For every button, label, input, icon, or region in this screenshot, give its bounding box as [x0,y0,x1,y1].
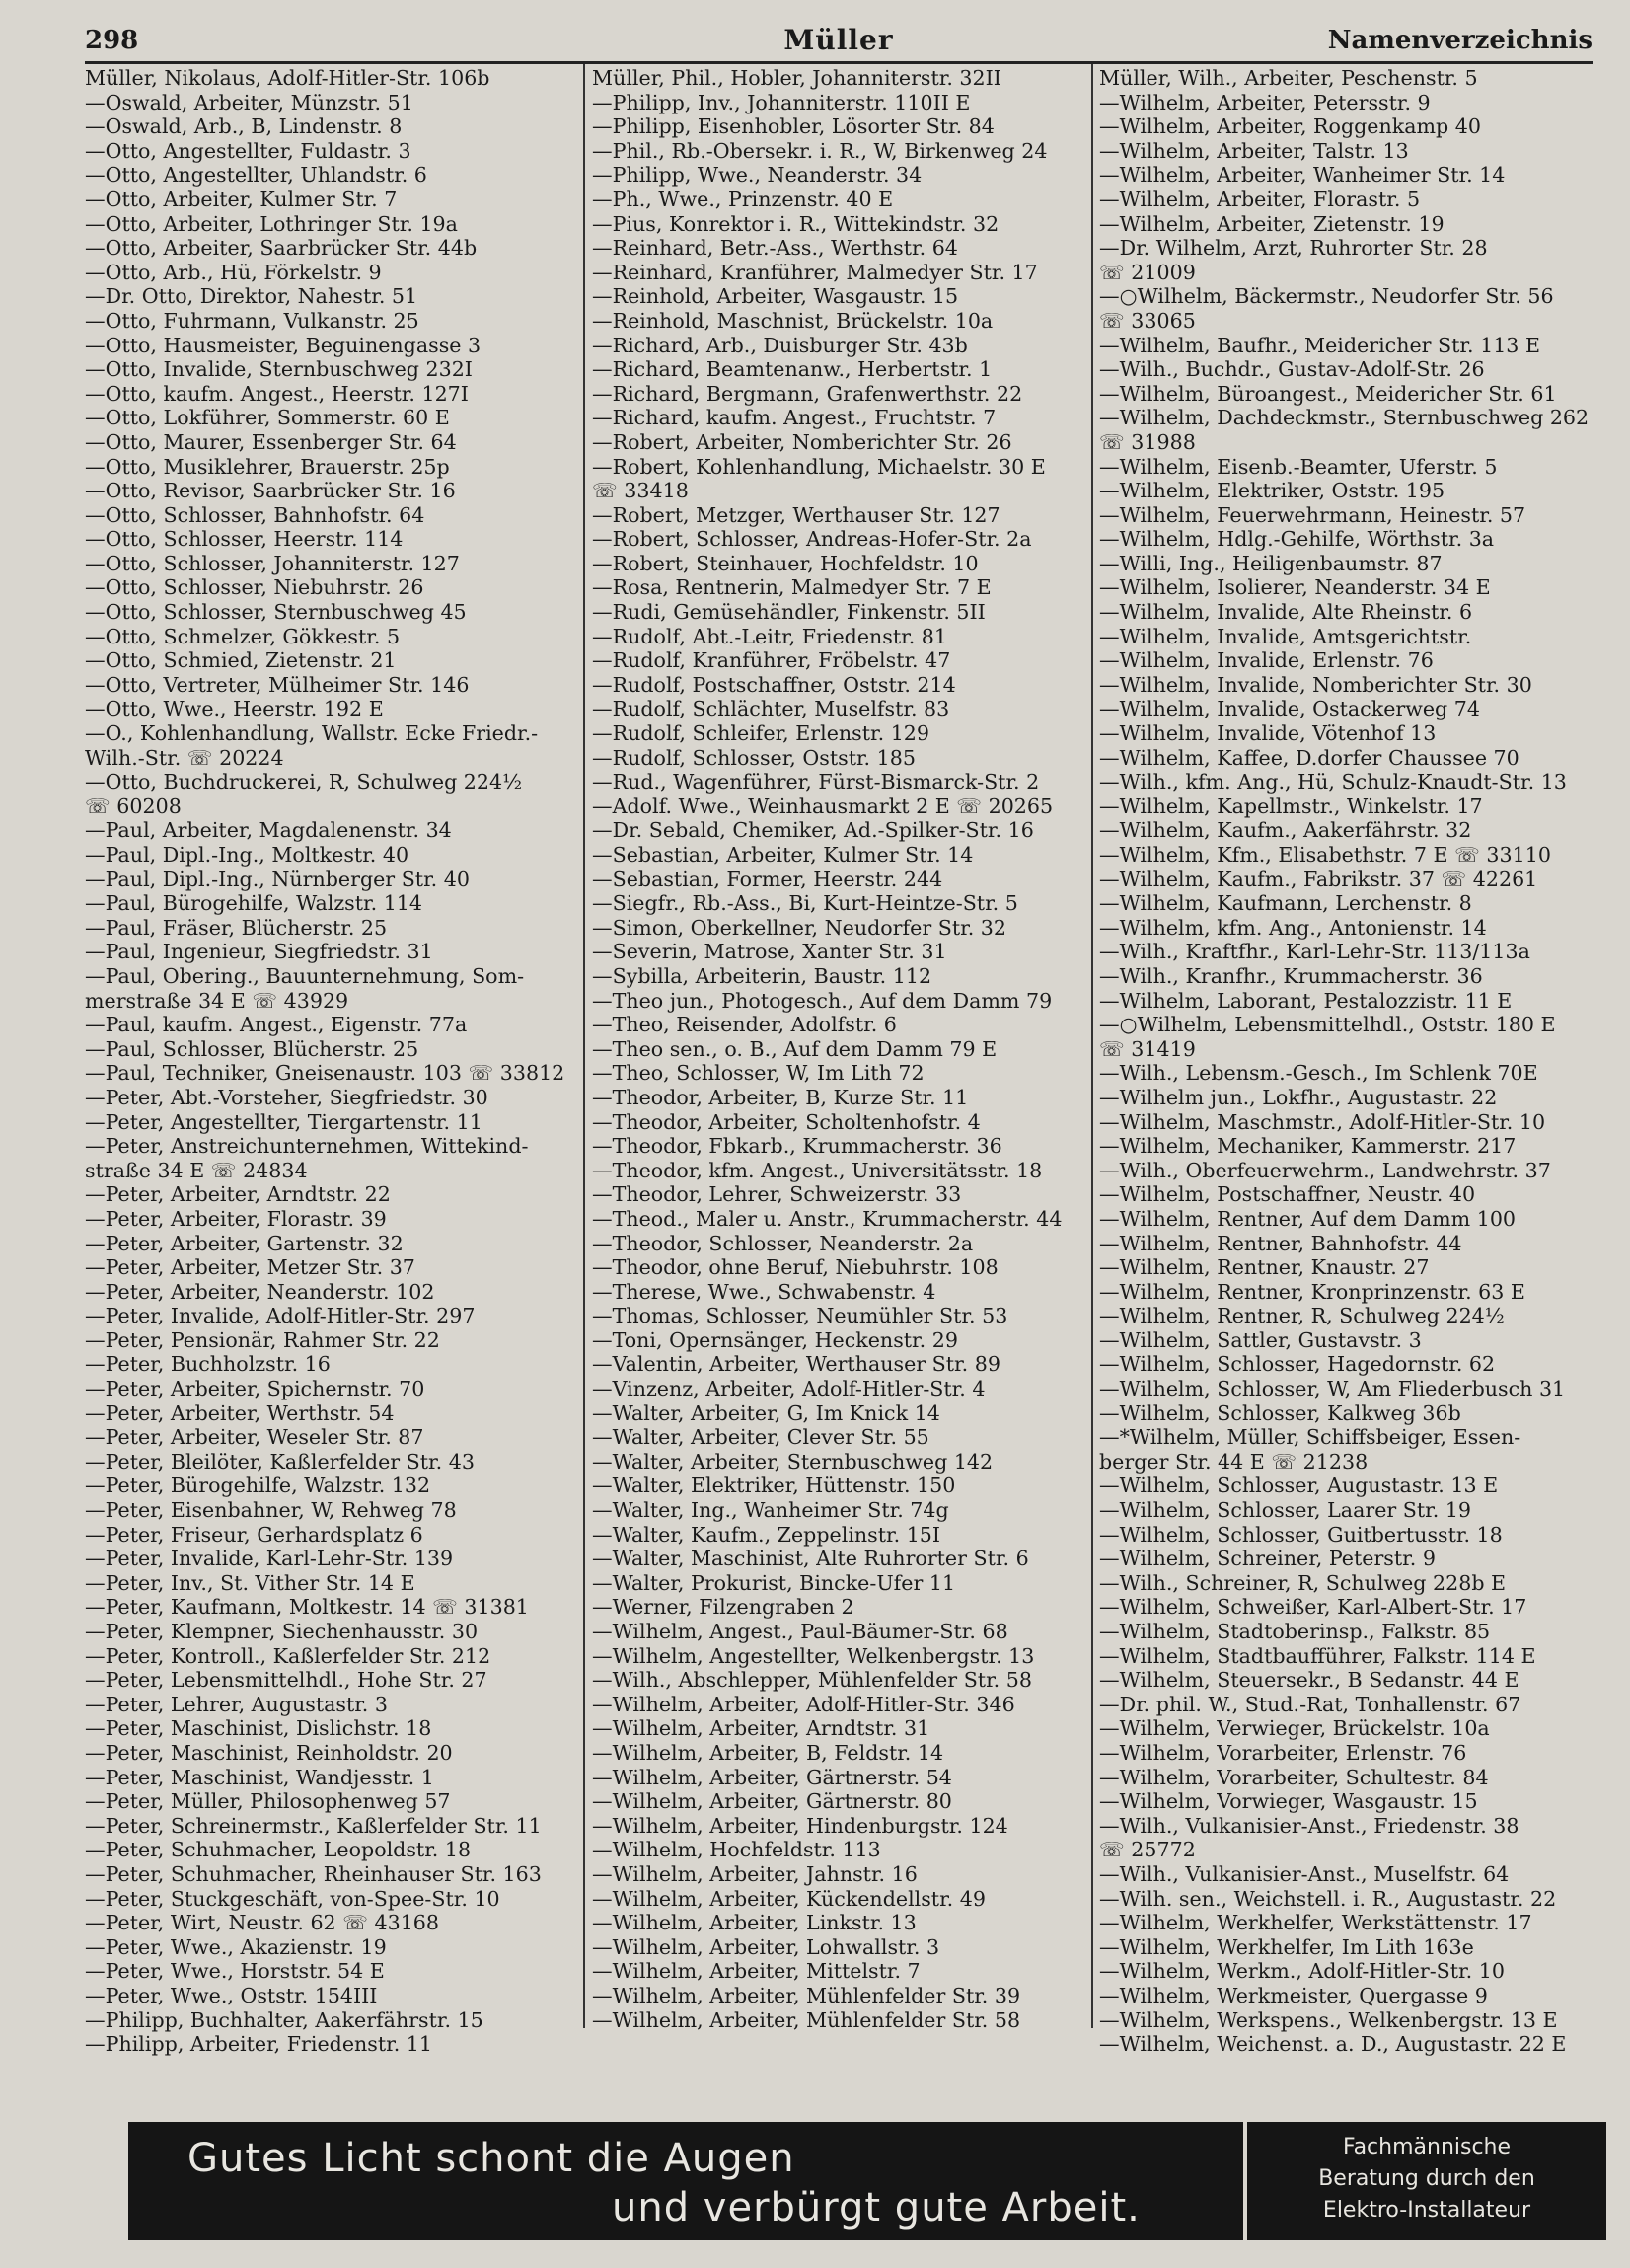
directory-entry: —Wilhelm, Vorwieger, Wasgaustr. 15 [1099,1789,1478,1814]
directory-entry: —Willi, Ing., Heiligenbaumstr. 87 [1099,551,1443,575]
directory-entry: —Wilh., Oberfeuerwehrm., Landwehrstr. 37 [1099,1158,1551,1182]
directory-entry: —Theo jun., Photogesch., Auf dem Damm 79 [592,988,1053,1013]
directory-entry: —Wilhelm, Arbeiter, Gärtnerstr. 54 [592,1765,952,1789]
directory-entry: —Wilhelm, Werkhelfer, Werkstättenstr. 17 [1099,1911,1532,1935]
directory-entry: —Peter, Maschinist, Dislichstr. 18 [85,1716,432,1741]
directory-entry: —Wilhelm, Baufhr., Meidericher Str. 113 E [1099,333,1540,357]
directory-entry: —Philipp, Eisenhobler, Lösorter Str. 84 [592,114,995,139]
directory-entry: —Dr. phil. W., Stud.-Rat, Tonhallenstr. 67 [1099,1692,1521,1716]
directory-entry: —Vinzenz, Arbeiter, Adolf-Hitler-Str. 4 [592,1377,986,1401]
directory-entry: —Peter, Arbeiter, Florastr. 39 [85,1206,387,1231]
directory-entry: berger Str. 44 E ☏ 21238 [1099,1449,1369,1474]
directory-entry: —Philipp, Buchhalter, Aakerfährstr. 15 [85,2007,483,2032]
directory-entry: —Valentin, Arbeiter, Werthauser Str. 89 [592,1352,1000,1377]
directory-entry: —Thomas, Schlosser, Neumühler Str. 53 [592,1304,1008,1328]
directory-entry: —Peter, Eisenbahner, W, Rehweg 78 [85,1498,457,1523]
directory-entry: —Wilhelm, Rentner, Bahnhofstr. 44 [1099,1231,1462,1255]
directory-entry: —Paul, Techniker, Gneisenaustr. 103 ☏ 33812 [85,1061,565,1086]
directory-entry: —Dr. Sebald, Chemiker, Ad.-Spilker-Str. 16 [592,818,1034,843]
directory-entry: —Wilhelm, Arbeiter, Jahnstr. 16 [592,1861,918,1886]
directory-entry: —Peter, Maschinist, Wandjesstr. 1 [85,1765,434,1789]
directory-entry: ☏ 31988 [1099,429,1196,454]
directory-entry: —Wilhelm, Invalide, Amtsgerichtstr. [1099,624,1472,648]
directory-entry: —Wilhelm, Weichenst. a. D., Augustastr. 22 E [1099,2032,1567,2057]
directory-entry: —Paul, Dipl.-Ing., Nürnberger Str. 40 [85,867,470,891]
directory-entry: —Wilhelm, Arbeiter, Gärtnerstr. 80 [592,1789,952,1814]
directory-entry: —Theodor, Fbkarb., Krummacherstr. 36 [592,1134,1002,1159]
directory-entry: —Wilhelm, Arbeiter, Adolf-Hitler-Str. 346 [592,1692,1015,1716]
directory-entry: —Dr. Otto, Direktor, Nahestr. 51 [85,284,418,309]
directory-entry: —Therese, Wwe., Schwabenstr. 4 [592,1279,936,1304]
directory-entry: —Sebastian, Arbeiter, Kulmer Str. 14 [592,843,974,867]
directory-entry: —Wilhelm, Arbeiter, Hindenburgstr. 124 [592,1813,1008,1838]
directory-entry: —Wilh., Buchdr., Gustav-Adolf-Str. 26 [1099,357,1485,382]
directory-entry: —Wilhelm, Stadtbaufführer, Falkstr. 114 E [1099,1643,1536,1668]
directory-entry: —Rudi, Gemüsehändler, Finkenstr. 5II [592,600,986,625]
directory-entry: —Peter, Anstreichunternehmen, Wittekind- [85,1134,529,1159]
ad-side-line-1: Fachmännische [1342,2135,1512,2159]
directory-entry: —Wilhelm, Arbeiter, Petersstr. 9 [1099,90,1431,114]
advertisement-banner [128,2122,1606,2240]
directory-entry: —Paul, Schlosser, Blücherstr. 25 [85,1036,419,1061]
directory-entry: —Otto, Schmied, Zietenstr. 21 [85,648,397,673]
header-rule [85,61,1593,64]
directory-entry: —Paul, Ingenieur, Siegfriedstr. 31 [85,940,433,964]
directory-entry: —Rosa, Rentnerin, Malmedyer Str. 7 E [592,575,992,600]
directory-entry: —Peter, Arbeiter, Gartenstr. 32 [85,1231,404,1255]
directory-entry: —Wilhelm, kfm. Ang., Antonienstr. 14 [1099,915,1487,940]
directory-entry: —Otto, Schlosser, Sternbuschweg 45 [85,600,467,625]
directory-entry: —Otto, Arb., Hü, Förkelstr. 9 [85,260,382,284]
directory-entry: —Peter, Arbeiter, Metzer Str. 37 [85,1255,415,1280]
page-header [85,22,1593,61]
ad-main-panel [128,2122,1241,2240]
directory-entry: straße 34 E ☏ 24834 [85,1158,308,1182]
directory-entry: —Wilh., Lebensm.-Gesch., Im Schlenk 70E [1099,1061,1538,1086]
directory-entry: Wilh.-Str. ☏ 20224 [85,745,284,770]
directory-entry: —Wilhelm, Postschaffner, Neustr. 40 [1099,1182,1476,1207]
directory-entry: —Philipp, Wwe., Neanderstr. 34 [592,163,923,188]
directory-entry: —Peter, Wirt, Neustr. 62 ☏ 43168 [85,1911,440,1935]
directory-entry: —Theodor, Arbeiter, Scholtenhofstr. 4 [592,1109,981,1134]
directory-entry: —Peter, Friseur, Gerhardsplatz 6 [85,1522,423,1547]
directory-entry: —Wilhelm, Dachdeckmstr., Sternbuschweg 262 [1099,406,1590,430]
directory-entry: —Wilhelm, Invalide, Nomberichter Str. 30 [1099,672,1532,697]
directory-entry: —Wilhelm, Rentner, Auf dem Damm 100 [1099,1206,1517,1231]
directory-entry: —Peter, Arbeiter, Weseler Str. 87 [85,1425,424,1450]
directory-entry: —Peter, Pensionär, Rahmer Str. 22 [85,1327,440,1352]
directory-entry: —Ph., Wwe., Prinzenstr. 40 E [592,187,894,211]
directory-entry: —Wilhelm, Arbeiter, Talstr. 13 [1099,138,1409,163]
directory-entry: —Peter, Invalide, Karl-Lehr-Str. 139 [85,1547,454,1571]
directory-entry: —Wilhelm, Schlosser, Kalkweg 36b [1099,1400,1461,1425]
directory-entry: —Rudolf, Schlosser, Oststr. 185 [592,745,916,770]
directory-entry: —Peter, Schreinermstr., Kaßlerfelder Str. 11 [85,1813,542,1838]
directory-entry: —Wilhelm, Arbeiter, B, Feldstr. 14 [592,1740,944,1765]
directory-entry: —Theodor, Lehrer, Schweizerstr. 33 [592,1182,962,1207]
directory-entry: —Robert, Metzger, Werthauser Str. 127 [592,502,1000,527]
directory-entry: —Peter, Arbeiter, Neanderstr. 102 [85,1279,435,1304]
directory-entry: —Theod., Maler u. Anstr., Krummacherstr. 44 [592,1206,1063,1231]
directory-entry: —Theodor, Schlosser, Neanderstr. 2a [592,1231,974,1255]
directory-entry: —Walter, Elektriker, Hüttenstr. 150 [592,1474,956,1498]
directory-entry: —Wilh., Schreiner, R, Schulweg 228b E [1099,1570,1507,1595]
directory-entry: —*Wilhelm, Müller, Schiffsbeiger, Essen- [1099,1425,1521,1450]
directory-entry: —Theodor, Arbeiter, B, Kurze Str. 11 [592,1085,969,1109]
directory-entry: —Otto, Schlosser, Heerstr. 114 [85,527,404,552]
directory-entry: —Richard, Arb., Duisburger Str. 43b [592,333,968,357]
directory-entry: —Wilh., Abschlepper, Mühlenfelder Str. 58 [592,1668,1032,1693]
directory-entry: —Rudolf, Kranführer, Fröbelstr. 47 [592,648,951,673]
directory-entry: —Wilhelm, Verwieger, Brückelstr. 10a [1099,1716,1490,1741]
directory-entry: —Wilhelm, Schweißer, Karl-Albert-Str. 17 [1099,1595,1527,1620]
directory-entry: —Rud., Wagenführer, Fürst-Bismarck-Str. 2 [592,770,1040,794]
directory-entry: —Wilhelm, Arbeiter, Linkstr. 13 [592,1911,917,1935]
ad-slogan-line-1: Gutes Licht schont die Augen [187,2136,795,2181]
directory-entry: —Wilhelm, Arbeiter, Mühlenfelder Str. 39 [592,1983,1021,2007]
section-title: Namenverzeichnis [1327,26,1593,55]
directory-entry: —Wilhelm, Elektriker, Oststr. 195 [1099,479,1445,503]
directory-entry: —Peter, Bleilöter, Kaßlerfelder Str. 43 [85,1449,475,1474]
directory-entry: —Paul, Bürogehilfe, Walzstr. 114 [85,891,423,916]
directory-entry: —Otto, Schlosser, Bahnhofstr. 64 [85,502,425,527]
directory-entry: —Theodor, kfm. Angest., Universitätsstr. 18 [592,1158,1043,1182]
directory-entry: —Simon, Oberkellner, Neudorfer Str. 32 [592,915,1006,940]
ad-side-panel [1247,2122,1606,2240]
directory-entry: —Philipp, Inv., Johanniterstr. 110II E [592,90,971,114]
directory-entry: —Sybilla, Arbeiterin, Baustr. 112 [592,963,932,988]
directory-entry: —Peter, Angestellter, Tiergartenstr. 11 [85,1109,482,1134]
directory-entry: —Otto, Musiklehrer, Brauerstr. 25p [85,454,450,479]
directory-entry: —Peter, Arbeiter, Arndtstr. 22 [85,1182,391,1207]
directory-entry: —Philipp, Arbeiter, Friedenstr. 11 [85,2032,433,2057]
directory-entry: —Walter, Arbeiter, Sternbuschweg 142 [592,1449,994,1474]
directory-entry: —Wilhelm, Rentner, Knaustr. 27 [1099,1255,1430,1280]
directory-entry: —Otto, Hausmeister, Beguinengasse 3 [85,333,482,357]
directory-entry: —Rudolf, Schlächter, Muselfstr. 83 [592,697,950,721]
directory-entry: —Wilhelm jun., Lokfhr., Augustastr. 22 [1099,1085,1498,1109]
directory-entry: —Peter, Invalide, Adolf-Hitler-Str. 297 [85,1304,476,1328]
directory-entry: —Wilhelm, Stadtoberinsp., Falkstr. 85 [1099,1620,1491,1643]
directory-entry: —Wilhelm, Kfm., Elisabethstr. 7 E ☏ 33110 [1099,843,1551,867]
directory-entry: —Wilh., kfm. Ang., Hü, Schulz-Knaudt-Str. 13 [1099,770,1567,794]
directory-entry: —Wilhelm, Schlosser, W, Am Fliederbusch 31 [1099,1377,1566,1401]
directory-entry: —Wilhelm, Arbeiter, Wanheimer Str. 14 [1099,163,1506,188]
directory-entry: —Wilhelm, Schlosser, Laarer Str. 19 [1099,1498,1472,1523]
directory-entry: —Otto, Wwe., Heerstr. 192 E [85,697,384,721]
directory-entry: —Otto, Maurer, Essenberger Str. 64 [85,429,457,454]
directory-entry: —Wilh., Vulkanisier-Anst., Friedenstr. 38 [1099,1813,1519,1838]
directory-entry: Müller, Wilh., Arbeiter, Peschenstr. 5 [1099,66,1478,90]
directory-entry: —Wilhelm, Feuerwehrmann, Heinestr. 57 [1099,502,1526,527]
directory-entry: —Wilhelm, Kaufm., Aakerfährstr. 32 [1099,818,1472,843]
directory-column-2 [592,66,1085,2030]
directory-entry: —Walter, Arbeiter, G, Im Knick 14 [592,1400,940,1425]
directory-entry: merstraße 34 E ☏ 43929 [85,988,349,1013]
directory-entry: —Paul, Dipl.-Ing., Moltkestr. 40 [85,843,409,867]
directory-entry: —Wilhelm, Kaufm., Fabrikstr. 37 ☏ 42261 [1099,867,1538,891]
directory-entry: —Peter, Maschinist, Reinholdstr. 20 [85,1740,453,1765]
ad-side-line-3: Elektro-Installateur [1322,2198,1531,2223]
directory-entry: —Wilhelm, Sattler, Gustavstr. 3 [1099,1327,1422,1352]
directory-entry: —Peter, Lehrer, Augustastr. 3 [85,1692,389,1716]
directory-entry: —Wilhelm, Invalide, Vötenhof 13 [1099,721,1437,746]
ad-slogan-line-2: und verbürgt gute Arbeit. [612,2185,1141,2230]
directory-entry: —Pius, Konrektor i. R., Wittekindstr. 32 [592,211,1000,236]
directory-entry: —Wilhelm, Arbeiter, Zietenstr. 19 [1099,211,1445,236]
directory-entry: —Theo sen., o. B., Auf dem Damm 79 E [592,1036,998,1061]
directory-entry: —Toni, Opernsänger, Heckenstr. 29 [592,1327,958,1352]
directory-entry: —Oswald, Arbeiter, Münzstr. 51 [85,90,413,114]
directory-entry: —○Wilhelm, Bäckermstr., Neudorfer Str. 56 [1099,284,1554,309]
directory-entry: ☏ 21009 [1099,260,1196,284]
directory-entry: —Werner, Filzengraben 2 [592,1595,854,1620]
directory-entry: —Phil., Rb.-Obersekr. i. R., W, Birkenweg 24 [592,138,1048,163]
directory-entry: —Wilhelm, Arbeiter, Florastr. 5 [1099,187,1421,211]
directory-entry: —Sebastian, Former, Heerstr. 244 [592,867,943,891]
directory-entry: —Wilhelm, Laborant, Pestalozzistr. 11 E [1099,988,1513,1013]
directory-entry: —Wilhelm, Mechaniker, Kammerstr. 217 [1099,1134,1517,1159]
directory-entry: —Otto, Schlosser, Johanniterstr. 127 [85,551,460,575]
directory-entry: —Wilhelm, Kapellmstr., Winkelstr. 17 [1099,794,1483,818]
directory-entry: ☏ 25772 [1099,1838,1196,1862]
directory-entry: —Paul, Obering., Bauunternehmung, Som- [85,963,525,988]
directory-entry: —Wilhelm, Vorarbeiter, Schultestr. 84 [1099,1765,1489,1789]
directory-entry: —Walter, Ing., Wanheimer Str. 74g [592,1498,949,1523]
directory-entry: —Reinhard, Betr.-Ass., Werthstr. 64 [592,236,958,261]
directory-entry: —O., Kohlenhandlung, Wallstr. Ecke Friedr.- [85,721,539,746]
directory-entry: —Peter, Arbeiter, Spichernstr. 70 [85,1377,425,1401]
directory-entry: —Otto, Buchdruckerei, R, Schulweg 224½ [85,770,523,794]
directory-entry: —Wilhelm, Arbeiter, Mühlenfelder Str. 58 [592,2007,1021,2032]
directory-entry: —Richard, Beamtenanw., Herbertstr. 1 [592,357,993,382]
directory-entry: —Peter, Stuckgeschäft, von-Spee-Str. 10 [85,1886,500,1911]
directory-entry: —Otto, Angestellter, Fuldastr. 3 [85,138,411,163]
directory-entry: —Peter, Schuhmacher, Leopoldstr. 18 [85,1838,472,1862]
directory-entry: —Wilhelm, Arbeiter, Kückendellstr. 49 [592,1886,986,1911]
directory-entry: —Wilhelm, Büroangest., Meidericher Str. 61 [1099,381,1557,406]
directory-entry: —Oswald, Arb., B, Lindenstr. 8 [85,114,403,139]
directory-entry: —Robert, Steinhauer, Hochfeldstr. 10 [592,551,979,575]
directory-entry: —Wilhelm, Schlosser, Hagedornstr. 62 [1099,1352,1496,1377]
directory-entry: —Reinhard, Kranführer, Malmedyer Str. 17 [592,260,1038,284]
directory-entry: —Walter, Prokurist, Bincke-Ufer 11 [592,1570,956,1595]
directory-entry: —Otto, Arbeiter, Lothringer Str. 19a [85,211,458,236]
directory-entry: —Peter, Kontroll., Kaßlerfelder Str. 212 [85,1643,491,1668]
directory-entry: —Wilhelm, Arbeiter, Mittelstr. 7 [592,1959,921,1984]
directory-entry: —Wilhelm, Kaufmann, Lerchenstr. 8 [1099,891,1472,916]
directory-entry: —Wilh. sen., Weichstell. i. R., Augustastr. 22 [1099,1886,1557,1911]
running-head-name: Müller [783,24,894,56]
directory-entry: —Richard, Bergmann, Grafenwerthstr. 22 [592,381,1023,406]
directory-entry: —Wilhelm, Vorarbeiter, Erlenstr. 76 [1099,1740,1467,1765]
directory-entry: ☏ 33065 [1099,308,1196,333]
directory-entry: —Rudolf, Schleifer, Erlenstr. 129 [592,721,929,746]
page-number: 298 [85,26,139,55]
directory-entry: —Robert, Arbeiter, Nomberichter Str. 26 [592,429,1012,454]
directory-entry: —Peter, Wwe., Akazienstr. 19 [85,1934,387,1959]
directory-entry: —Wilhelm, Invalide, Erlenstr. 76 [1099,648,1434,673]
directory-entry: —Wilhelm, Schlosser, Guitbertusstr. 18 [1099,1522,1503,1547]
directory-entry: —Paul, Arbeiter, Magdalenenstr. 34 [85,818,452,843]
column-divider [1091,64,1093,2028]
directory-entry: —Wilhelm, Invalide, Alte Rheinstr. 6 [1099,600,1473,625]
directory-entry: —Paul, Fräser, Blücherstr. 25 [85,915,388,940]
directory-entry: Müller, Phil., Hobler, Johanniterstr. 32II [592,66,1001,90]
directory-entry: —Wilhelm, Werkhelfer, Im Lith 163e [1099,1934,1474,1959]
directory-entry: ☏ 33418 [592,479,689,503]
directory-entry: —Richard, kaufm. Angest., Fruchtstr. 7 [592,406,997,430]
directory-entry: —Paul, kaufm. Angest., Eigenstr. 77a [85,1013,468,1037]
directory-entry: —Reinhold, Maschnist, Brückelstr. 10a [592,308,994,333]
column-divider [583,64,585,2028]
directory-entry: —Otto, Revisor, Saarbrücker Str. 16 [85,479,456,503]
directory-entry: —Peter, Lebensmittelhdl., Hohe Str. 27 [85,1668,487,1693]
directory-entry: —Wilhelm, Rentner, Kronprinzenstr. 63 E [1099,1279,1525,1304]
directory-entry: —Peter, Schuhmacher, Rheinhauser Str. 163 [85,1861,542,1886]
directory-entry: —Peter, Wwe., Oststr. 154III [85,1983,378,2007]
directory-entry: —Wilhelm, Werkspens., Welkenbergstr. 13 E [1099,2007,1558,2032]
directory-entry: —Wilhelm, Werkmeister, Quergasse 9 [1099,1983,1488,2007]
directory-entry: —Wilhelm, Hdlg.-Gehilfe, Wörthstr. 3a [1099,527,1495,552]
directory-entry: —Siegfr., Rb.-Ass., Bi, Kurt-Heintze-Str. 5 [592,891,1018,916]
directory-entry: —Otto, Schlosser, Niebuhrstr. 26 [85,575,424,600]
directory-entry: —Walter, Arbeiter, Clever Str. 55 [592,1425,929,1450]
directory-entry: —Wilhelm, Angest., Paul-Bäumer-Str. 68 [592,1620,1008,1643]
directory-entry: —Dr. Wilhelm, Arzt, Ruhrorter Str. 28 [1099,236,1488,261]
directory-entry: —Adolf. Wwe., Weinhausmarkt 2 E ☏ 20265 [592,794,1054,818]
directory-entry: ☏ 60208 [85,794,182,818]
ad-side-line-2: Beratung durch den [1318,2166,1535,2191]
directory-entry: —Rudolf, Postschaffner, Oststr. 214 [592,672,956,697]
directory-entry: —Wilhelm, Eisenb.-Beamter, Uferstr. 5 [1099,454,1498,479]
directory-entry: —Wilhelm, Schreiner, Peterstr. 9 [1099,1547,1436,1571]
directory-entry: —Peter, Inv., St. Vither Str. 14 E [85,1570,415,1595]
directory-entry: —Wilh., Vulkanisier-Anst., Muselfstr. 64 [1099,1861,1510,1886]
directory-entry: —Peter, Klempner, Siechenhausstr. 30 [85,1620,479,1643]
directory-entry: —Wilhelm, Arbeiter, Lohwallstr. 3 [592,1934,940,1959]
directory-entry: —Theo, Schlosser, W, Im Lith 72 [592,1061,925,1086]
directory-entry: —Otto, Angestellter, Uhlandstr. 6 [85,163,427,188]
directory-entry: —Wilhelm, Hochfeldstr. 113 [592,1838,881,1862]
directory-entry: —Severin, Matrose, Xanter Str. 31 [592,940,947,964]
directory-entry: ☏ 31419 [1099,1036,1196,1061]
directory-entry: —Peter, Wwe., Horststr. 54 E [85,1959,385,1984]
directory-entry: —Rudolf, Abt.-Leitr, Friedenstr. 81 [592,624,948,648]
directory-entry: —Reinhold, Arbeiter, Wasgaustr. 15 [592,284,959,309]
directory-entry: —Wilhelm, Steuersekr., B Sedanstr. 44 E [1099,1668,1519,1693]
directory-entry: —Peter, Bürogehilfe, Walzstr. 132 [85,1474,431,1498]
directory-entry: —Otto, Invalide, Sternbuschweg 232I [85,357,473,382]
directory-entry: —Theodor, ohne Beruf, Niebuhrstr. 108 [592,1255,999,1280]
directory-entry: —Otto, Arbeiter, Saarbrücker Str. 44b [85,236,478,261]
directory-column-3 [1099,66,1606,2057]
directory-entry: —Otto, kaufm. Angest., Heerstr. 127I [85,381,469,406]
directory-entry: —Wilhelm, Isolierer, Neanderstr. 34 E [1099,575,1491,600]
directory-entry: —Robert, Kohlenhandlung, Michaelstr. 30 E [592,454,1046,479]
directory-entry: —Wilhelm, Maschmstr., Adolf-Hitler-Str. 10 [1099,1109,1546,1134]
directory-entry: —Peter, Arbeiter, Werthstr. 54 [85,1400,395,1425]
directory-entry: —Wilhelm, Schlosser, Augustastr. 13 E [1099,1474,1499,1498]
directory-entry: —○Wilhelm, Lebensmittelhdl., Oststr. 180 E [1099,1013,1556,1037]
directory-entry: —Otto, Arbeiter, Kulmer Str. 7 [85,187,398,211]
directory-entry: —Wilhelm, Rentner, R, Schulweg 224½ [1099,1304,1505,1328]
directory-entry: —Otto, Schmelzer, Gökkestr. 5 [85,624,401,648]
directory-entry: —Wilhelm, Kaffee, D.dorfer Chaussee 70 [1099,745,1519,770]
directory-entry: —Peter, Abt.-Vorsteher, Siegfriedstr. 30 [85,1085,488,1109]
directory-entry: —Theo, Reisender, Adolfstr. 6 [592,1013,897,1037]
directory-entry: —Peter, Buchholzstr. 16 [85,1352,331,1377]
directory-entry: —Otto, Vertreter, Mülheimer Str. 146 [85,672,470,697]
directory-entry: —Walter, Maschinist, Alte Ruhrorter Str. 6 [592,1547,1029,1571]
directory-entry: —Wilhelm, Arbeiter, Roggenkamp 40 [1099,114,1481,139]
directory-entry: —Otto, Lokführer, Sommerstr. 60 E [85,406,450,430]
directory-entry: —Peter, Kaufmann, Moltkestr. 14 ☏ 31381 [85,1595,529,1620]
directory-entry: —Wilh., Kranfhr., Krummacherstr. 36 [1099,963,1483,988]
directory-column-1 [85,66,576,2057]
directory-entry: —Otto, Fuhrmann, Vulkanstr. 25 [85,308,419,333]
directory-entry: —Robert, Schlosser, Andreas-Hofer-Str. 2a [592,527,1032,552]
directory-entry: —Wilhelm, Werkm., Adolf-Hitler-Str. 10 [1099,1959,1505,1984]
directory-entry: —Wilh., Kraftfhr., Karl-Lehr-Str. 113/113a [1099,940,1530,964]
directory-entry: —Peter, Müller, Philosophenweg 57 [85,1789,451,1814]
directory-entry: —Wilhelm, Angestellter, Welkenbergstr. 13 [592,1643,1035,1668]
directory-entry: —Wilhelm, Arbeiter, Arndtstr. 31 [592,1716,930,1741]
directory-entry: Müller, Nikolaus, Adolf-Hitler-Str. 106b [85,66,490,90]
directory-entry: —Wilhelm, Invalide, Ostackerweg 74 [1099,697,1480,721]
directory-entry: —Walter, Kaufm., Zeppelinstr. 15I [592,1522,941,1547]
